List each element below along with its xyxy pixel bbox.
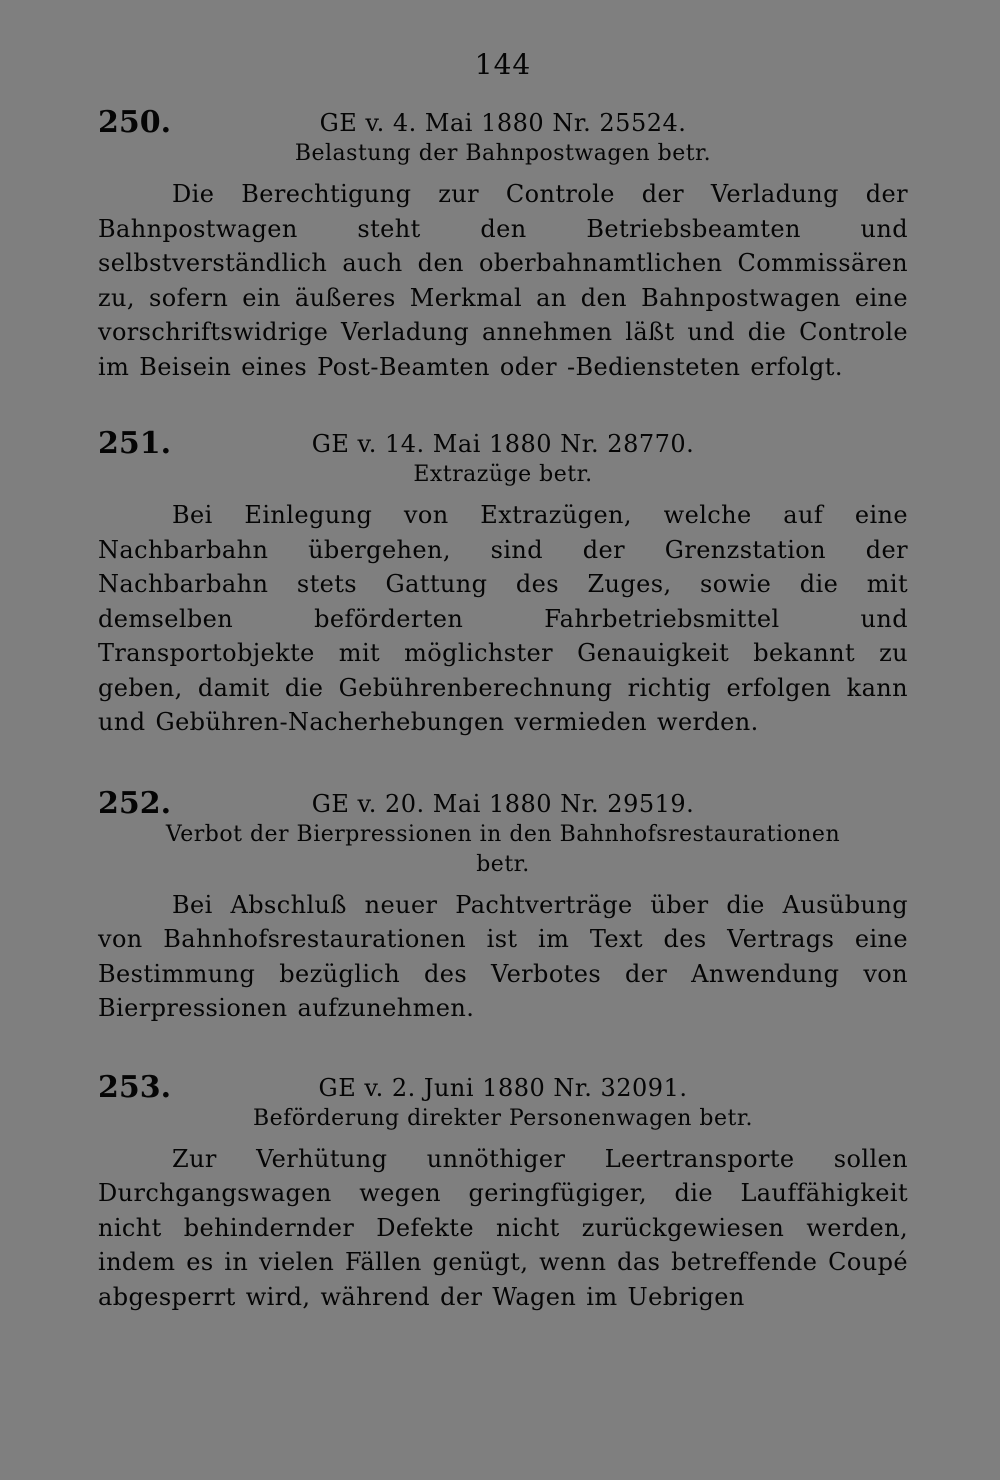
section-number: 251. <box>98 426 172 461</box>
section-header <box>98 1069 908 1105</box>
section-subject: Extrazüge betr. <box>413 462 593 487</box>
section-number: 252. <box>98 785 172 821</box>
section-header <box>98 785 908 821</box>
section-number: 250. <box>98 105 172 140</box>
section-header <box>98 107 908 139</box>
section-reference: GE v. 14. Mai 1880 Nr. 28770. <box>311 430 695 458</box>
section-body: Bei Einlegung von Extrazügen, welche auf eine Nachbarbahn übergehen, sind der Grenzstation der Nachbarbahn stets Gattung des Zuges, sowie die mit demselben beförderten Fahrbetriebsmittel und Transportobjekte mit möglichster Genauigkeit bekannt zu geben, damit die Gebührenberechnung richtig erfolgen kann und Gebühren-Nacherhebungen vermieden werden. <box>98 501 908 736</box>
section-reference: GE v. 4. Mai 1880 Nr. 25524. <box>319 109 687 137</box>
section-252 <box>98 785 908 1026</box>
section-body: Die Berechtigung zur Controle der Verladung der Bahnpostwagen steht den Betriebsbeamten und selbstverständlich auch den oberbahnamtlichen Commissären zu, sofern ein äußeres Merkmal an den Bahnpostwagen eine vorschriftswidrige Verladung annehmen läßt und die Controle im Beisein eines Post-Beamten oder -Bediensteten erfolgt. <box>98 180 908 381</box>
section-253 <box>98 1069 908 1315</box>
section-reference: GE v. 20. Mai 1880 Nr. 29519. <box>311 789 695 818</box>
section-reference: GE v. 2. Juni 1880 Nr. 32091. <box>318 1073 688 1102</box>
document-page <box>98 40 908 1314</box>
section-subject: Belastung der Bahnpostwagen betr. <box>294 141 712 166</box>
page-number: 144 <box>474 48 532 81</box>
section-number: 253. <box>98 1069 172 1105</box>
section-subject: Verbot der Bierpressionen in den Bahnhofsrestaurationen betr. <box>165 821 841 877</box>
section-header <box>98 428 908 460</box>
section-body: Zur Verhütung unnöthiger Leertransporte sollen Durchgangswagen wegen geringfügiger, die Lauffähigkeit nicht behindernder Defekte nicht zurückgewiesen werden, indem es in vielen Fällen genügt, wenn das betreffende Coupé abgesperrt wird, während der Wagen im Uebrigen <box>98 1144 908 1311</box>
section-251 <box>98 428 908 740</box>
section-subject: Beförderung direkter Personenwagen betr. <box>253 1105 753 1131</box>
section-body: Bei Abschluß neuer Pachtverträge über die Ausübung von Bahnhofsrestaurationen ist im Text des Vertrags eine Bestimmung bezüglich des Verbotes der Anwendung von Bierpressionen aufzunehmen. <box>98 890 908 1022</box>
section-250 <box>98 107 908 384</box>
